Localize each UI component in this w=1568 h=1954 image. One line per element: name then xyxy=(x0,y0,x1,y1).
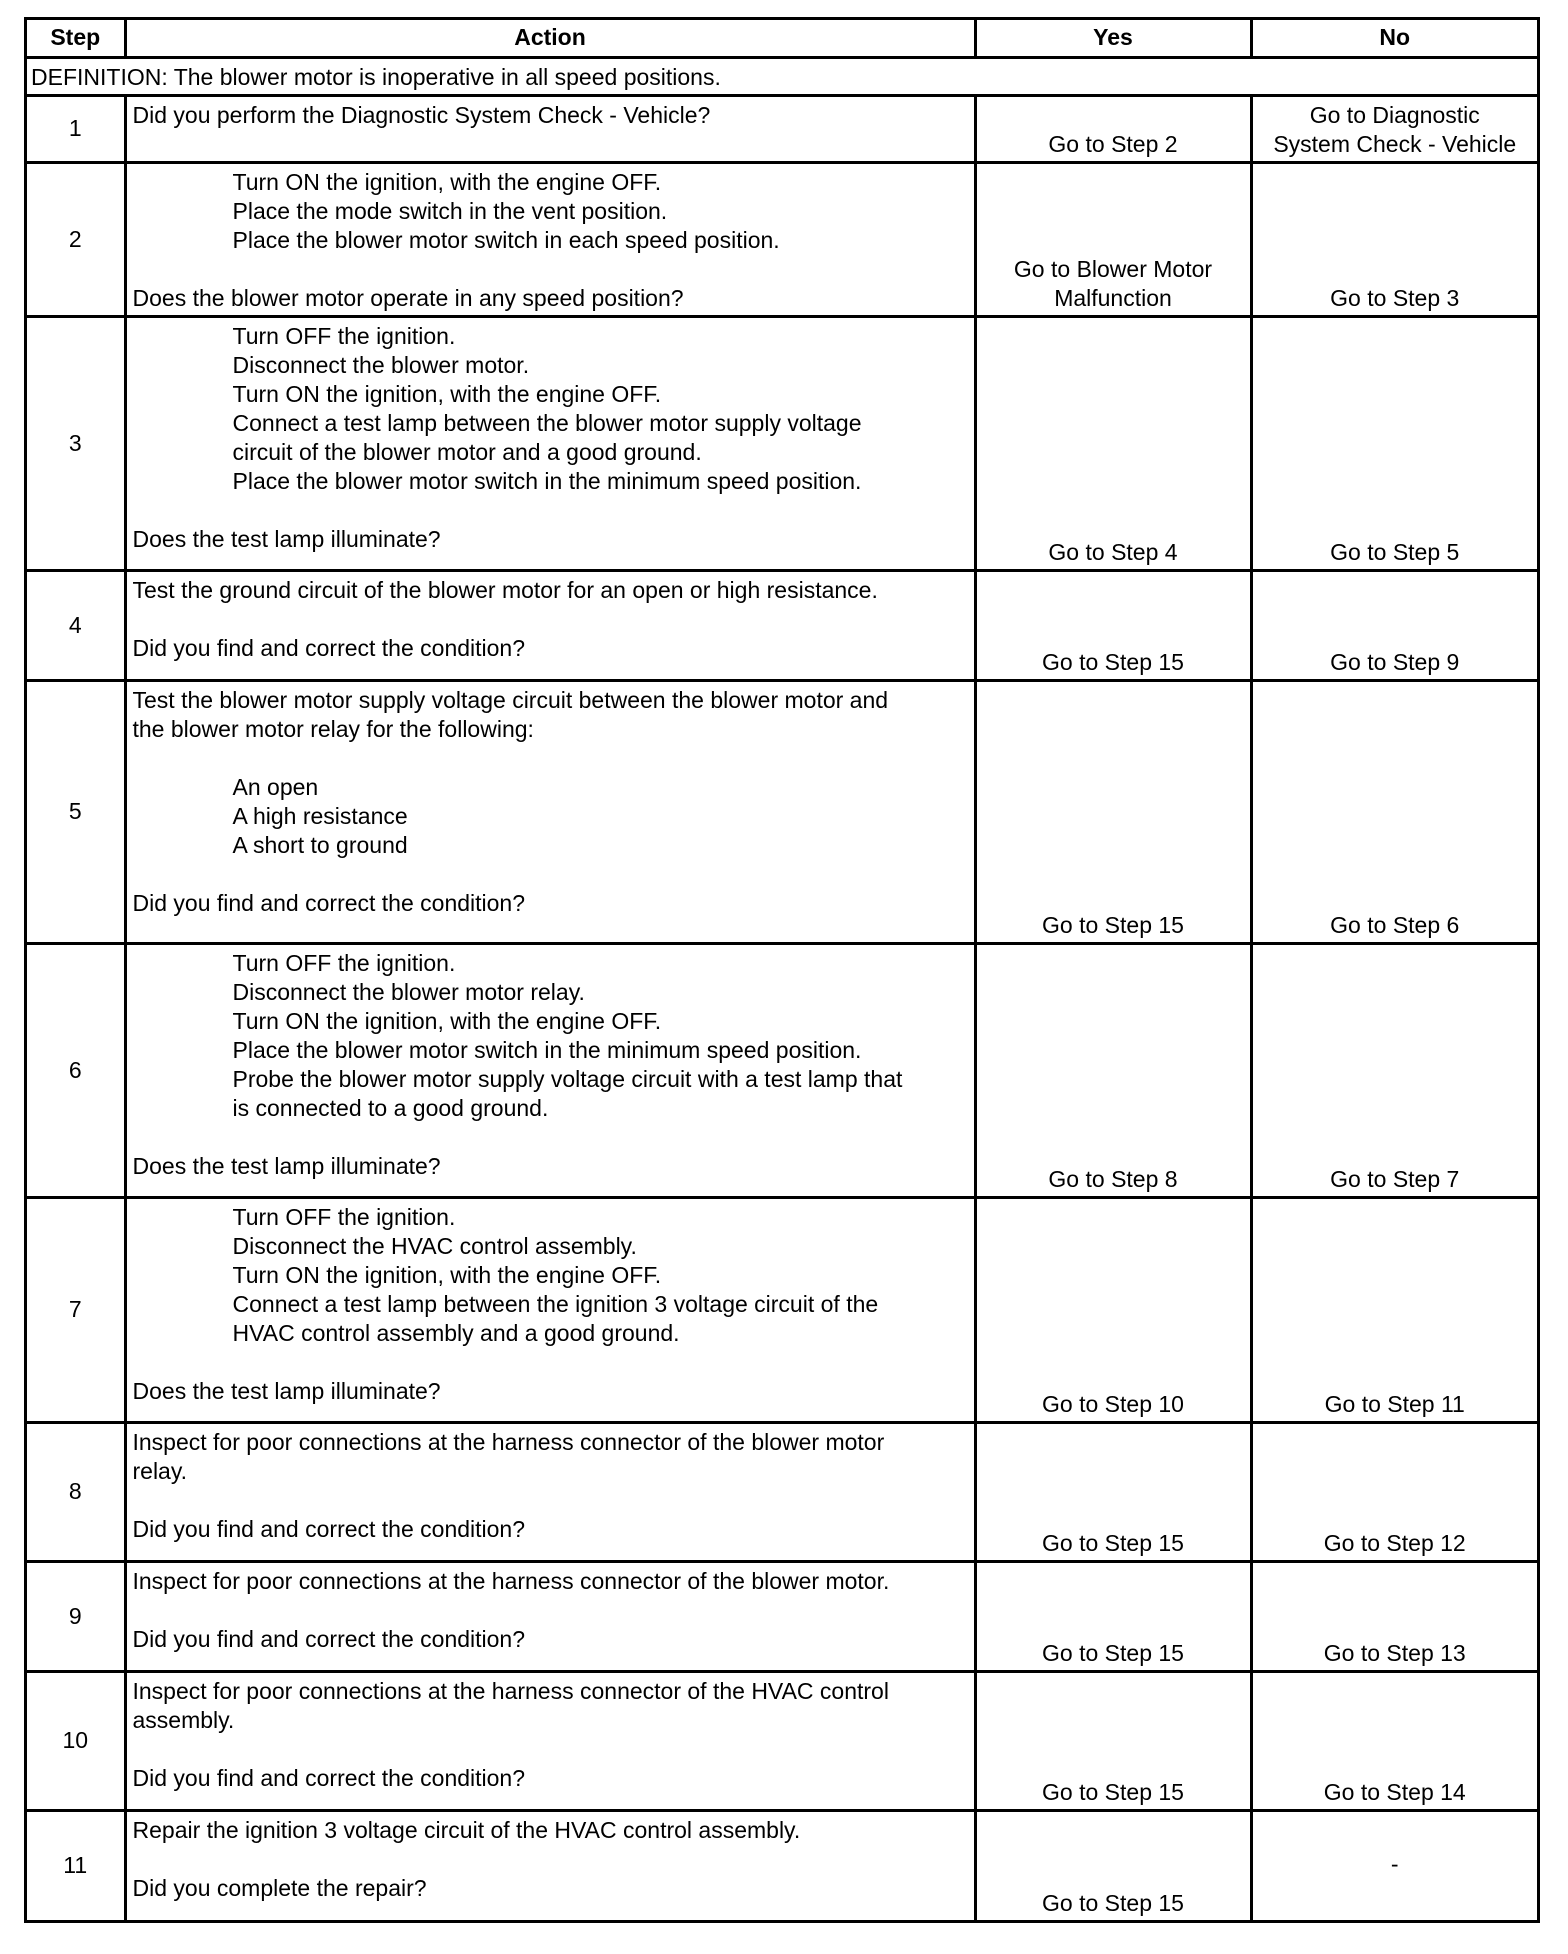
no-cell xyxy=(1251,1810,1537,1920)
table-row xyxy=(27,1422,1537,1561)
yes-link[interactable]: Go to Step 10 xyxy=(1042,1390,1184,1417)
no-link[interactable]: Go to Step 12 xyxy=(1323,1529,1466,1556)
action-bullet-continued: HVAC control assembly and a good ground. xyxy=(232,1319,680,1346)
yes-link[interactable]: Go to Step 15 xyxy=(1042,648,1184,675)
table-row xyxy=(27,1671,1537,1810)
action-text-continued: the blower motor relay for the following: xyxy=(132,715,534,742)
action-bullet: Disconnect the blower motor relay. xyxy=(232,978,585,1005)
action-question: Does the test lamp illuminate? xyxy=(132,1377,441,1404)
action-question: Did you complete the repair? xyxy=(132,1874,427,1901)
action-bullet: Probe the blower motor supply voltage circuit with a test lamp that xyxy=(232,1065,903,1092)
action-text-continued: assembly. xyxy=(132,1706,235,1733)
no-cell xyxy=(1251,570,1537,680)
diagnostic-table-container xyxy=(24,17,1540,1923)
step-number: 10 xyxy=(27,1671,125,1810)
header-step: Step xyxy=(27,20,125,57)
step-number: 5 xyxy=(27,680,125,943)
step-number: 6 xyxy=(27,943,125,1197)
action-bullet: Connect a test lamp between the blower motor supply voltage xyxy=(232,409,862,436)
no-link[interactable]: Go to Diagnostic xyxy=(1309,101,1480,128)
action-cell xyxy=(125,162,975,316)
action-text: Repair the ignition 3 voltage circuit of the HVAC control assembly. xyxy=(132,1816,801,1843)
action-bullet: Place the mode switch in the vent position. xyxy=(232,197,668,224)
no-link[interactable]: Go to Step 5 xyxy=(1330,538,1460,565)
action-bullet: Turn OFF the ignition. xyxy=(232,949,456,976)
action-cell xyxy=(125,95,975,162)
yes-link[interactable]: Go to Blower Motor xyxy=(1013,255,1213,282)
yes-cell xyxy=(975,1810,1251,1920)
no-link[interactable]: Go to Step 6 xyxy=(1330,911,1460,938)
yes-cell xyxy=(975,95,1251,162)
yes-link[interactable]: Go to Step 8 xyxy=(1048,1165,1178,1192)
action-text: Inspect for poor connections at the harness connector of the blower motor. xyxy=(132,1567,890,1594)
action-question: Did you find and correct the condition? xyxy=(132,1625,526,1652)
action-bullet: Turn ON the ignition, with the engine OFF. xyxy=(232,168,662,195)
action-question: Did you find and correct the condition? xyxy=(132,1764,526,1791)
yes-cell xyxy=(975,943,1251,1197)
action-bullet: Turn OFF the ignition. xyxy=(232,322,456,349)
table-row xyxy=(27,1197,1537,1422)
action-bullet: A short to ground xyxy=(232,831,408,858)
action-text: Inspect for poor connections at the harness connector of the HVAC control xyxy=(132,1677,889,1704)
action-bullet: Connect a test lamp between the ignition 3 voltage circuit of the xyxy=(232,1290,879,1317)
yes-link[interactable]: Go to Step 4 xyxy=(1048,538,1178,565)
step-number: 7 xyxy=(27,1197,125,1422)
action-bullet-continued: is connected to a good ground. xyxy=(232,1094,549,1121)
action-cell xyxy=(125,1197,975,1422)
action-bullet: A high resistance xyxy=(232,802,408,829)
step-number: 4 xyxy=(27,570,125,680)
action-bullet: Place the blower motor switch in the minimum speed position. xyxy=(232,1036,862,1063)
no-cell xyxy=(1251,1197,1537,1422)
diagnostic-table xyxy=(27,20,1537,1920)
definition-row xyxy=(27,57,1537,95)
table-row xyxy=(27,570,1537,680)
action-cell xyxy=(125,943,975,1197)
action-question: Did you find and correct the condition? xyxy=(132,634,526,661)
no-link[interactable]: Go to Step 7 xyxy=(1330,1165,1460,1192)
yes-link-continued[interactable]: Malfunction xyxy=(1054,284,1172,311)
action-bullet: Place the blower motor switch in each speed position. xyxy=(232,226,780,253)
no-cell xyxy=(1251,316,1537,570)
action-bullet: Turn ON the ignition, with the engine OFF. xyxy=(232,1261,662,1288)
action-cell xyxy=(125,1561,975,1671)
no-link[interactable]: Go to Step 14 xyxy=(1323,1778,1466,1805)
table-row xyxy=(27,1561,1537,1671)
action-text-continued: relay. xyxy=(132,1457,188,1484)
table-row xyxy=(27,943,1537,1197)
yes-link[interactable]: Go to Step 15 xyxy=(1042,1778,1184,1805)
no-cell xyxy=(1251,1671,1537,1810)
header-yes: Yes xyxy=(975,20,1251,57)
action-question: Does the test lamp illuminate? xyxy=(132,1152,441,1179)
action-cell xyxy=(125,570,975,680)
no-cell xyxy=(1251,1422,1537,1561)
definition-text: DEFINITION: The blower motor is inoperative in all speed positions. xyxy=(27,57,1537,95)
yes-cell xyxy=(975,680,1251,943)
yes-cell xyxy=(975,1671,1251,1810)
yes-link[interactable]: Go to Step 15 xyxy=(1042,911,1184,938)
no-link[interactable]: Go to Step 9 xyxy=(1330,648,1460,675)
no-cell xyxy=(1251,95,1537,162)
action-bullet: Disconnect the blower motor. xyxy=(232,351,530,378)
yes-link[interactable]: Go to Step 2 xyxy=(1048,130,1178,157)
step-number: 11 xyxy=(27,1810,125,1920)
action-cell xyxy=(125,680,975,943)
yes-cell xyxy=(975,1561,1251,1671)
no-link[interactable]: Go to Step 3 xyxy=(1330,284,1460,311)
action-cell xyxy=(125,1671,975,1810)
table-row xyxy=(27,162,1537,316)
no-cell xyxy=(1251,943,1537,1197)
table-row xyxy=(27,316,1537,570)
step-number: 2 xyxy=(27,162,125,316)
action-cell xyxy=(125,316,975,570)
action-text: Test the blower motor supply voltage circuit between the blower motor and xyxy=(132,686,889,713)
table-row xyxy=(27,680,1537,943)
action-bullet-continued: circuit of the blower motor and a good ground. xyxy=(232,438,702,465)
action-question: Does the blower motor operate in any speed position? xyxy=(132,284,684,311)
action-question: Did you find and correct the condition? xyxy=(132,1515,526,1542)
no-link-continued[interactable]: System Check - Vehicle xyxy=(1273,130,1517,157)
action-bullet: Turn ON the ignition, with the engine OFF. xyxy=(232,1007,662,1034)
action-bullet: Disconnect the HVAC control assembly. xyxy=(232,1232,637,1259)
no-link[interactable]: Go to Step 11 xyxy=(1324,1390,1465,1417)
step-number: 9 xyxy=(27,1561,125,1671)
no-dash: - xyxy=(1390,1851,1399,1878)
yes-link[interactable]: Go to Step 15 xyxy=(1042,1890,1184,1916)
no-cell xyxy=(1251,680,1537,943)
table-row xyxy=(27,1810,1537,1920)
header-row xyxy=(27,20,1537,57)
action-text: Did you perform the Diagnostic System Check - Vehicle? xyxy=(132,101,711,128)
no-cell xyxy=(1251,1561,1537,1671)
yes-cell xyxy=(975,1422,1251,1561)
action-cell xyxy=(125,1810,975,1920)
action-bullet: An open xyxy=(232,773,319,800)
action-cell xyxy=(125,1422,975,1561)
no-cell xyxy=(1251,162,1537,316)
action-bullet: Turn OFF the ignition. xyxy=(232,1203,456,1230)
action-bullet: Place the blower motor switch in the minimum speed position. xyxy=(232,467,862,494)
table-row xyxy=(27,95,1537,162)
step-number: 8 xyxy=(27,1422,125,1561)
no-link[interactable]: Go to Step 13 xyxy=(1323,1639,1466,1666)
step-number: 3 xyxy=(27,316,125,570)
action-text: Test the ground circuit of the blower motor for an open or high resistance. xyxy=(132,576,878,603)
action-bullet: Turn ON the ignition, with the engine OFF. xyxy=(232,380,662,407)
action-question: Did you find and correct the condition? xyxy=(132,889,526,916)
action-text: Inspect for poor connections at the harness connector of the blower motor xyxy=(132,1428,885,1455)
yes-cell xyxy=(975,1197,1251,1422)
yes-cell xyxy=(975,316,1251,570)
header-action: Action xyxy=(125,20,975,57)
yes-cell xyxy=(975,162,1251,316)
action-question: Does the test lamp illuminate? xyxy=(132,525,441,552)
yes-link[interactable]: Go to Step 15 xyxy=(1042,1529,1184,1556)
step-number: 1 xyxy=(27,95,125,162)
yes-cell xyxy=(975,570,1251,680)
header-no: No xyxy=(1251,20,1537,57)
yes-link[interactable]: Go to Step 15 xyxy=(1042,1639,1184,1666)
